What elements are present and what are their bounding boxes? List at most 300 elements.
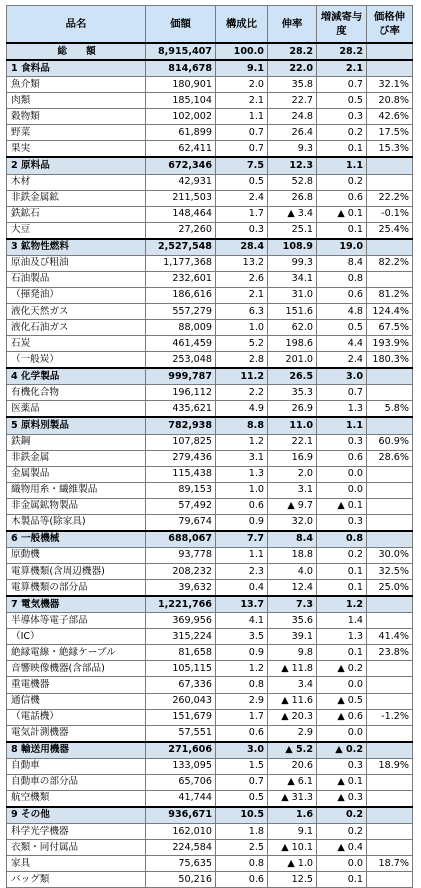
cell-price-growth	[367, 43, 413, 60]
cell-growth: ▲ 5.2	[268, 742, 317, 759]
cell-share: 10.5	[216, 807, 268, 824]
cell-item-name: 半導体等電子部品	[7, 613, 146, 629]
cell-value: 315,224	[146, 629, 216, 645]
table-row	[7, 790, 413, 807]
cell-value: 2,527,548	[146, 239, 216, 256]
cell-value: 57,492	[146, 498, 216, 514]
cell-share: 2.4	[216, 190, 268, 206]
category-row	[7, 742, 413, 759]
cell-price-growth	[367, 613, 413, 629]
cell-growth: 201.0	[268, 352, 317, 369]
cell-value: 253,048	[146, 352, 216, 369]
cell-value: 1,221,766	[146, 596, 216, 613]
cell-item-name: （電話機）	[7, 709, 146, 725]
cell-growth: 9.3	[268, 141, 317, 158]
cell-price-growth	[367, 725, 413, 742]
cell-contribution: ▲ 0.3	[317, 790, 367, 807]
cell-item-name: 1 食料品	[7, 60, 146, 77]
cell-item-name: 3 鉱物性燃料	[7, 239, 146, 256]
import-table-container	[6, 5, 412, 888]
cell-contribution: 0.7	[317, 385, 367, 401]
cell-item-name: 2 原料品	[7, 157, 146, 174]
cell-contribution: 0.0	[317, 482, 367, 498]
cell-price-growth	[367, 661, 413, 677]
cell-share: 0.5	[216, 174, 268, 190]
table-row	[7, 352, 413, 369]
cell-price-growth: 32.5%	[367, 564, 413, 580]
cell-item-name: 原動機	[7, 547, 146, 563]
cell-contribution: 0.2	[317, 125, 367, 141]
cell-share: 2.1	[216, 287, 268, 303]
cell-price-growth	[367, 824, 413, 840]
cell-value: 67,336	[146, 677, 216, 693]
cell-item-name: 科学光学機器	[7, 824, 146, 840]
cell-growth: 20.6	[268, 758, 317, 774]
cell-value: 41,744	[146, 790, 216, 807]
cell-item-name: 木製品等(除家具)	[7, 514, 146, 531]
cell-share: 0.7	[216, 774, 268, 790]
cell-growth: ▲ 11.6	[268, 693, 317, 709]
cell-value: 88,009	[146, 320, 216, 336]
cell-item-name: 総 額	[7, 43, 146, 60]
table-row	[7, 222, 413, 239]
cell-share: 0.8	[216, 677, 268, 693]
cell-price-growth	[367, 872, 413, 888]
cell-growth: 2.9	[268, 725, 317, 742]
cell-value: 115,438	[146, 466, 216, 482]
cell-share: 2.2	[216, 385, 268, 401]
table-row	[7, 255, 413, 271]
cell-share: 0.6	[216, 498, 268, 514]
cell-value: 271,606	[146, 742, 216, 759]
cell-contribution: ▲ 0.1	[317, 206, 367, 222]
table-row	[7, 709, 413, 725]
cell-contribution: 4.4	[317, 336, 367, 352]
cell-contribution: 1.3	[317, 629, 367, 645]
cell-item-name: 原油及び粗油	[7, 255, 146, 271]
cell-share: 1.2	[216, 661, 268, 677]
cell-contribution: 0.3	[317, 758, 367, 774]
cell-item-name: 家具	[7, 856, 146, 872]
cell-value: 208,232	[146, 564, 216, 580]
cell-price-growth	[367, 514, 413, 531]
cell-value: 75,635	[146, 856, 216, 872]
cell-share: 2.0	[216, 77, 268, 93]
cell-price-growth: 81.2%	[367, 287, 413, 303]
table-row	[7, 629, 413, 645]
cell-growth: 22.1	[268, 434, 317, 450]
cell-share: 1.3	[216, 466, 268, 482]
table-body	[7, 43, 413, 888]
cell-item-name: 衣類・同付属品	[7, 840, 146, 856]
cell-share: 1.2	[216, 434, 268, 450]
cell-contribution: 0.0	[317, 856, 367, 872]
cell-item-name: 果実	[7, 141, 146, 158]
cell-price-growth	[367, 498, 413, 514]
table-row	[7, 109, 413, 125]
cell-price-growth	[367, 466, 413, 482]
cell-item-name: 野菜	[7, 125, 146, 141]
cell-growth: ▲ 1.0	[268, 856, 317, 872]
table-row	[7, 677, 413, 693]
category-row	[7, 157, 413, 174]
table-row	[7, 824, 413, 840]
cell-price-growth: 28.6%	[367, 450, 413, 466]
cell-item-name: 魚介類	[7, 77, 146, 93]
cell-item-name: 木材	[7, 174, 146, 190]
cell-value: 148,464	[146, 206, 216, 222]
cell-price-growth: 193.9%	[367, 336, 413, 352]
cell-contribution: 0.2	[317, 547, 367, 563]
table-row	[7, 271, 413, 287]
cell-share: 0.9	[216, 514, 268, 531]
table-row	[7, 580, 413, 597]
cell-contribution: 0.6	[317, 287, 367, 303]
cell-item-name: 7 電気機器	[7, 596, 146, 613]
table-row	[7, 304, 413, 320]
cell-value: 57,551	[146, 725, 216, 742]
cell-price-growth: 32.1%	[367, 77, 413, 93]
table-row	[7, 564, 413, 580]
cell-price-growth: 41.4%	[367, 629, 413, 645]
cell-price-growth	[367, 157, 413, 174]
cell-item-name: 穀物類	[7, 109, 146, 125]
cell-price-growth: 22.2%	[367, 190, 413, 206]
cell-value: 814,678	[146, 60, 216, 77]
cell-value: 105,115	[146, 661, 216, 677]
cell-growth: 62.0	[268, 320, 317, 336]
cell-price-growth	[367, 693, 413, 709]
cell-item-name: 9 その他	[7, 807, 146, 824]
table-row	[7, 190, 413, 206]
cell-growth: 34.1	[268, 271, 317, 287]
cell-price-growth	[367, 790, 413, 807]
cell-value: 232,601	[146, 271, 216, 287]
cell-share: 9.1	[216, 60, 268, 77]
cell-growth: 18.8	[268, 547, 317, 563]
cell-contribution: 0.3	[317, 109, 367, 125]
cell-contribution: 0.1	[317, 580, 367, 597]
cell-item-name: 有機化合物	[7, 385, 146, 401]
cell-item-name: （揮発油）	[7, 287, 146, 303]
cell-growth: 12.5	[268, 872, 317, 888]
cell-item-name: 音響映像機器(含部品)	[7, 661, 146, 677]
cell-value: 435,621	[146, 401, 216, 418]
table-row	[7, 840, 413, 856]
cell-share: 7.5	[216, 157, 268, 174]
cell-item-name: バッグ類	[7, 872, 146, 888]
cell-growth: 4.0	[268, 564, 317, 580]
cell-growth: 16.9	[268, 450, 317, 466]
cell-item-name: 電気計測機器	[7, 725, 146, 742]
cell-growth: 3.1	[268, 482, 317, 498]
cell-growth: ▲ 9.7	[268, 498, 317, 514]
cell-value: 936,671	[146, 807, 216, 824]
cell-contribution: 0.8	[317, 271, 367, 287]
header-price-growth: 価格伸び率	[367, 6, 413, 44]
cell-contribution: 0.3	[317, 514, 367, 531]
cell-value: 211,503	[146, 190, 216, 206]
cell-share: 1.7	[216, 206, 268, 222]
cell-item-name: （IC）	[7, 629, 146, 645]
cell-price-growth	[367, 482, 413, 498]
cell-share: 0.3	[216, 222, 268, 239]
cell-value: 61,899	[146, 125, 216, 141]
cell-share: 5.2	[216, 336, 268, 352]
cell-price-growth: 25.4%	[367, 222, 413, 239]
cell-value: 999,787	[146, 368, 216, 385]
cell-growth: 8.4	[268, 531, 317, 548]
cell-growth: 9.1	[268, 824, 317, 840]
cell-price-growth: 25.0%	[367, 580, 413, 597]
table-row	[7, 336, 413, 352]
cell-growth: 12.4	[268, 580, 317, 597]
cell-price-growth	[367, 239, 413, 256]
cell-item-name: 重電機器	[7, 677, 146, 693]
cell-value: 107,825	[146, 434, 216, 450]
cell-item-name: 自動車の部分品	[7, 774, 146, 790]
cell-item-name: 鉄鋼	[7, 434, 146, 450]
header-value: 価額	[146, 6, 216, 44]
cell-item-name: 4 化学製品	[7, 368, 146, 385]
cell-share: 2.6	[216, 271, 268, 287]
cell-price-growth: 23.8%	[367, 645, 413, 661]
cell-contribution: 0.0	[317, 677, 367, 693]
cell-contribution: 0.0	[317, 725, 367, 742]
cell-item-name: 織物用糸・繊維製品	[7, 482, 146, 498]
cell-growth: ▲ 6.1	[268, 774, 317, 790]
cell-growth: 26.9	[268, 401, 317, 418]
cell-value: 27,260	[146, 222, 216, 239]
cell-contribution: 1.4	[317, 613, 367, 629]
cell-item-name: 電算機類の部分品	[7, 580, 146, 597]
cell-growth: ▲ 31.3	[268, 790, 317, 807]
cell-item-name: 大豆	[7, 222, 146, 239]
cell-contribution: 1.1	[317, 157, 367, 174]
cell-share: 1.5	[216, 758, 268, 774]
cell-growth: 39.1	[268, 629, 317, 645]
cell-share: 3.5	[216, 629, 268, 645]
cell-price-growth	[367, 174, 413, 190]
cell-value: 180,901	[146, 77, 216, 93]
cell-price-growth: 60.9%	[367, 434, 413, 450]
cell-share: 8.8	[216, 417, 268, 434]
cell-growth: 99.3	[268, 255, 317, 271]
cell-contribution: 0.1	[317, 564, 367, 580]
cell-value: 8,915,407	[146, 43, 216, 60]
cell-growth: 3.4	[268, 677, 317, 693]
total-row	[7, 43, 413, 60]
table-row	[7, 498, 413, 514]
cell-contribution: 0.2	[317, 807, 367, 824]
cell-price-growth	[367, 677, 413, 693]
table-row	[7, 206, 413, 222]
cell-growth: 22.7	[268, 93, 317, 109]
cell-value: 133,095	[146, 758, 216, 774]
table-row	[7, 287, 413, 303]
cell-value: 688,067	[146, 531, 216, 548]
cell-price-growth	[367, 531, 413, 548]
cell-price-growth: 5.8%	[367, 401, 413, 418]
cell-price-growth	[367, 417, 413, 434]
cell-share: 4.9	[216, 401, 268, 418]
table-row	[7, 725, 413, 742]
cell-price-growth: 18.7%	[367, 856, 413, 872]
cell-price-growth	[367, 840, 413, 856]
cell-value: 102,002	[146, 109, 216, 125]
cell-share: 1.0	[216, 320, 268, 336]
cell-growth: ▲ 11.8	[268, 661, 317, 677]
cell-share: 0.6	[216, 872, 268, 888]
cell-share: 1.0	[216, 482, 268, 498]
cell-price-growth	[367, 368, 413, 385]
table-row	[7, 450, 413, 466]
cell-growth: 26.8	[268, 190, 317, 206]
cell-growth: 22.0	[268, 60, 317, 77]
cell-contribution: 19.0	[317, 239, 367, 256]
cell-share: 28.4	[216, 239, 268, 256]
table-row	[7, 613, 413, 629]
table-row	[7, 125, 413, 141]
cell-share: 0.7	[216, 141, 268, 158]
cell-contribution: 3.0	[317, 368, 367, 385]
category-row	[7, 417, 413, 434]
cell-item-name: 自動車	[7, 758, 146, 774]
cell-value: 50,216	[146, 872, 216, 888]
table-row	[7, 174, 413, 190]
cell-growth: 9.8	[268, 645, 317, 661]
cell-value: 79,674	[146, 514, 216, 531]
cell-growth: 32.0	[268, 514, 317, 531]
cell-price-growth	[367, 807, 413, 824]
cell-share: 3.0	[216, 742, 268, 759]
cell-item-name: 電算機類(含周辺機器)	[7, 564, 146, 580]
cell-share: 6.3	[216, 304, 268, 320]
cell-price-growth: 180.3%	[367, 352, 413, 369]
cell-contribution: 0.8	[317, 531, 367, 548]
cell-price-growth	[367, 60, 413, 77]
cell-contribution: ▲ 0.2	[317, 742, 367, 759]
cell-contribution: 8.4	[317, 255, 367, 271]
cell-value: 185,104	[146, 93, 216, 109]
cell-contribution: 0.6	[317, 450, 367, 466]
cell-share: 1.7	[216, 709, 268, 725]
cell-value: 93,778	[146, 547, 216, 563]
cell-growth: 35.8	[268, 77, 317, 93]
cell-contribution: ▲ 0.1	[317, 774, 367, 790]
cell-item-name: 鉄鉱石	[7, 206, 146, 222]
cell-price-growth: -1.2%	[367, 709, 413, 725]
cell-item-name: 通信機	[7, 693, 146, 709]
category-row	[7, 807, 413, 824]
cell-price-growth: 67.5%	[367, 320, 413, 336]
cell-price-growth	[367, 774, 413, 790]
cell-contribution: 28.2	[317, 43, 367, 60]
cell-growth: 151.6	[268, 304, 317, 320]
cell-item-name: 金属製品	[7, 466, 146, 482]
cell-item-name: 医薬品	[7, 401, 146, 418]
cell-item-name: 非鉄金属	[7, 450, 146, 466]
cell-value: 672,346	[146, 157, 216, 174]
cell-contribution: 0.1	[317, 141, 367, 158]
cell-item-name: 8 輸送用機器	[7, 742, 146, 759]
cell-contribution: 0.2	[317, 824, 367, 840]
cell-share: 2.8	[216, 352, 268, 369]
cell-value: 42,931	[146, 174, 216, 190]
cell-growth: ▲ 20.3	[268, 709, 317, 725]
cell-price-growth: 42.6%	[367, 109, 413, 125]
cell-share: 100.0	[216, 43, 268, 60]
cell-share: 0.4	[216, 580, 268, 597]
cell-item-name: 5 原料別製品	[7, 417, 146, 434]
table-row	[7, 661, 413, 677]
cell-share: 13.7	[216, 596, 268, 613]
cell-growth: 7.3	[268, 596, 317, 613]
cell-growth: 1.6	[268, 807, 317, 824]
cell-contribution: 4.8	[317, 304, 367, 320]
cell-value: 81,658	[146, 645, 216, 661]
cell-value: 557,279	[146, 304, 216, 320]
cell-contribution: 1.2	[317, 596, 367, 613]
cell-price-growth	[367, 385, 413, 401]
table-row	[7, 434, 413, 450]
cell-share: 3.1	[216, 450, 268, 466]
header-item-name: 品名	[7, 6, 146, 44]
cell-contribution: 0.5	[317, 93, 367, 109]
cell-value: 279,436	[146, 450, 216, 466]
header-growth: 伸率	[268, 6, 317, 44]
cell-contribution: 0.6	[317, 190, 367, 206]
category-row	[7, 531, 413, 548]
cell-price-growth	[367, 596, 413, 613]
cell-share: 2.1	[216, 93, 268, 109]
cell-price-growth: 15.3%	[367, 141, 413, 158]
table-row	[7, 547, 413, 563]
cell-price-growth: 82.2%	[367, 255, 413, 271]
header-row	[7, 6, 413, 44]
table-row	[7, 93, 413, 109]
cell-value: 461,459	[146, 336, 216, 352]
cell-share: 7.7	[216, 531, 268, 548]
category-row	[7, 60, 413, 77]
cell-item-name: 非金属鉱物製品	[7, 498, 146, 514]
cell-share: 0.6	[216, 725, 268, 742]
cell-growth: ▲ 10.1	[268, 840, 317, 856]
cell-share: 1.1	[216, 547, 268, 563]
cell-value: 369,956	[146, 613, 216, 629]
cell-growth: 198.6	[268, 336, 317, 352]
cell-contribution: 0.3	[317, 434, 367, 450]
table-row	[7, 774, 413, 790]
cell-contribution: 0.0	[317, 466, 367, 482]
cell-value: 151,679	[146, 709, 216, 725]
cell-growth: 26.5	[268, 368, 317, 385]
cell-item-name: 石炭	[7, 336, 146, 352]
cell-share: 0.9	[216, 645, 268, 661]
cell-growth: 52.8	[268, 174, 317, 190]
header-share: 構成比	[216, 6, 268, 44]
cell-share: 4.1	[216, 613, 268, 629]
cell-item-name: 石油製品	[7, 271, 146, 287]
cell-contribution: 0.1	[317, 872, 367, 888]
cell-contribution: 0.1	[317, 222, 367, 239]
cell-item-name: 液化石油ガス	[7, 320, 146, 336]
table-row	[7, 385, 413, 401]
cell-contribution: ▲ 0.1	[317, 498, 367, 514]
cell-value: 162,010	[146, 824, 216, 840]
table-row	[7, 872, 413, 888]
cell-item-name: （一般炭）	[7, 352, 146, 369]
